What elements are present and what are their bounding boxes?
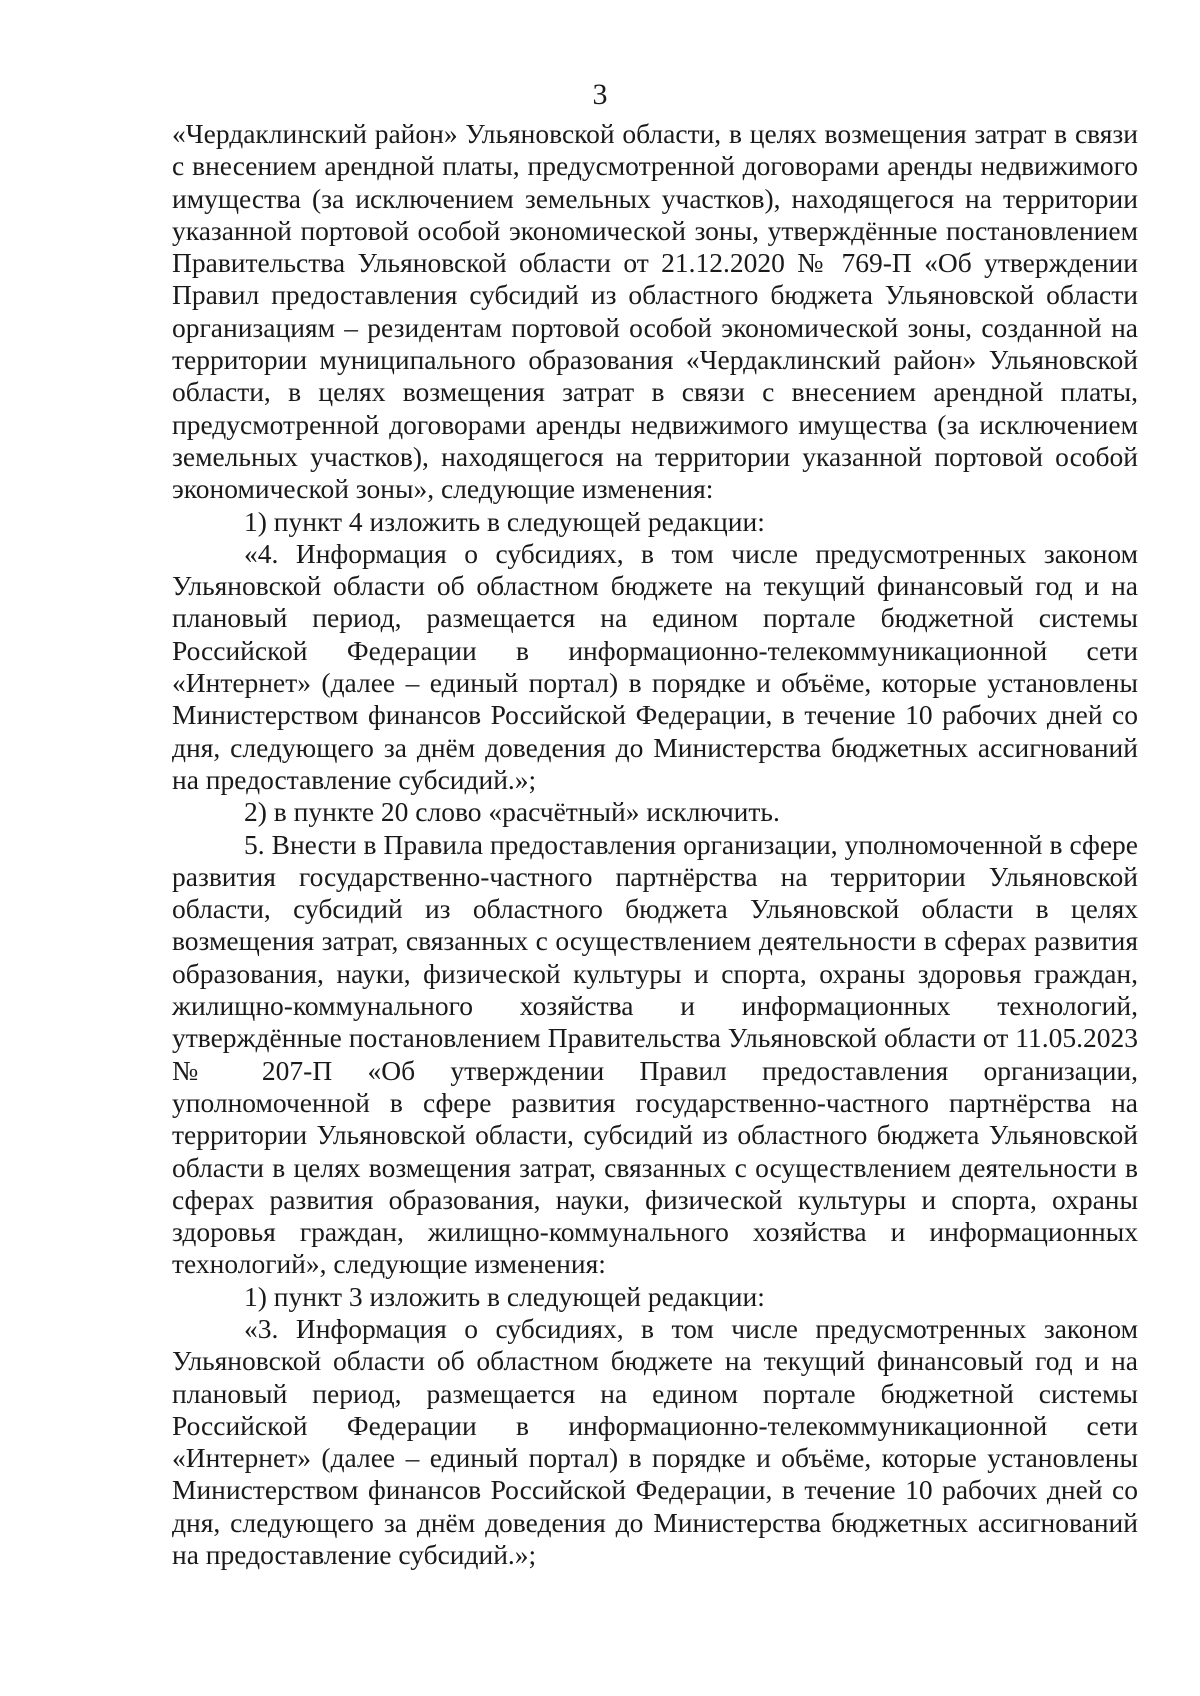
page-number: 3	[592, 78, 608, 111]
document-body	[172, 118, 1138, 1571]
paragraph-quote-point-4: «4. Информация о субсидиях, в том числе предусмотренных законом Ульяновской области об областном бюджете на текущий финансовый год и на плановый период, размещается на едином портале бюджетной системы Российской Федерации в информационно-телекоммуникационной сети «Интернет» (далее – единый портал) в порядке и объёме, которые установлены Министерством финансов Российской Федерации, в течение 10 рабочих дней со дня, следующего за днём доведения до Министерства бюджетных ассигнований на предоставление субсидий.»;	[172, 537, 1138, 795]
paragraph-continuation: «Чердаклинский район» Ульяновской области, в целях возмещения затрат в связи с внесением арендной платы, предусмотренной договорами аренды недвижимого имущества (за исключением земельных участков), находящегося на территории указанной портовой особой экономической зоны, утверждённые постановлением Правительства Ульяновской области от 21.12.2020 № 769-П «Об утверждении Правил предоставления субсидий из областного бюджета Ульяновской области организациям – резидентам портовой особой экономической зоны, созданной на территории муниципального образования «Чердаклинский район» Ульяновской области, в целях возмещения затрат в связи с внесением арендной платы, предусмотренной договорами аренды недвижимого имущества (за исключением земельных участков), находящегося на территории указанной портовой особой экономической зоны», следующие изменения:	[172, 118, 1138, 505]
paragraph-item-1-point-3: 1) пункт 3 изложить в следующей редакции:	[244, 1280, 765, 1312]
paragraph-section-5: 5. Внести в Правила предоставления организации, уполномоченной в сфере развития государственно-частного партнёрства на территории Ульяновской области, субсидий из областного бюджета Ульяновской области в целях возмещения затрат, связанных с осуществлением деятельности в сферах развития образования, науки, физической культуры и спорта, охраны здоровья граждан, жилищно-коммунального хозяйства и информационных технологий, утверждённые постановлением Правительства Ульяновской области от 11.05.2023 № 207-П «Об утверждении Правил предоставления организации, уполномоченной в сфере развития государственно-частного партнёрства на территории Ульяновской области, субсидий из областного бюджета Ульяновской области в целях возмещения затрат, связанных с осуществлением деятельности в сферах развития образования, науки, физической культуры и спорта, охраны здоровья граждан, жилищно-коммунального хозяйства и информационных технологий», следующие изменения:	[172, 828, 1138, 1280]
paragraph-item-2-point-20: 2) в пункте 20 слово «расчётный» исключить.	[244, 796, 780, 828]
paragraph-item-1-point-4: 1) пункт 4 изложить в следующей редакции:	[244, 505, 765, 537]
paragraph-quote-point-3: «3. Информация о субсидиях, в том числе предусмотренных законом Ульяновской области об областном бюджете на текущий финансовый год и на плановый период, размещается на едином портале бюджетной системы Российской Федерации в информационно-телекоммуникационной сети «Интернет» (далее – единый портал) в порядке и объёме, которые установлены Министерством финансов Российской Федерации, в течение 10 рабочих дней со дня, следующего за днём доведения до Министерства бюджетных ассигнований на предоставление субсидий.»;	[172, 1312, 1138, 1571]
